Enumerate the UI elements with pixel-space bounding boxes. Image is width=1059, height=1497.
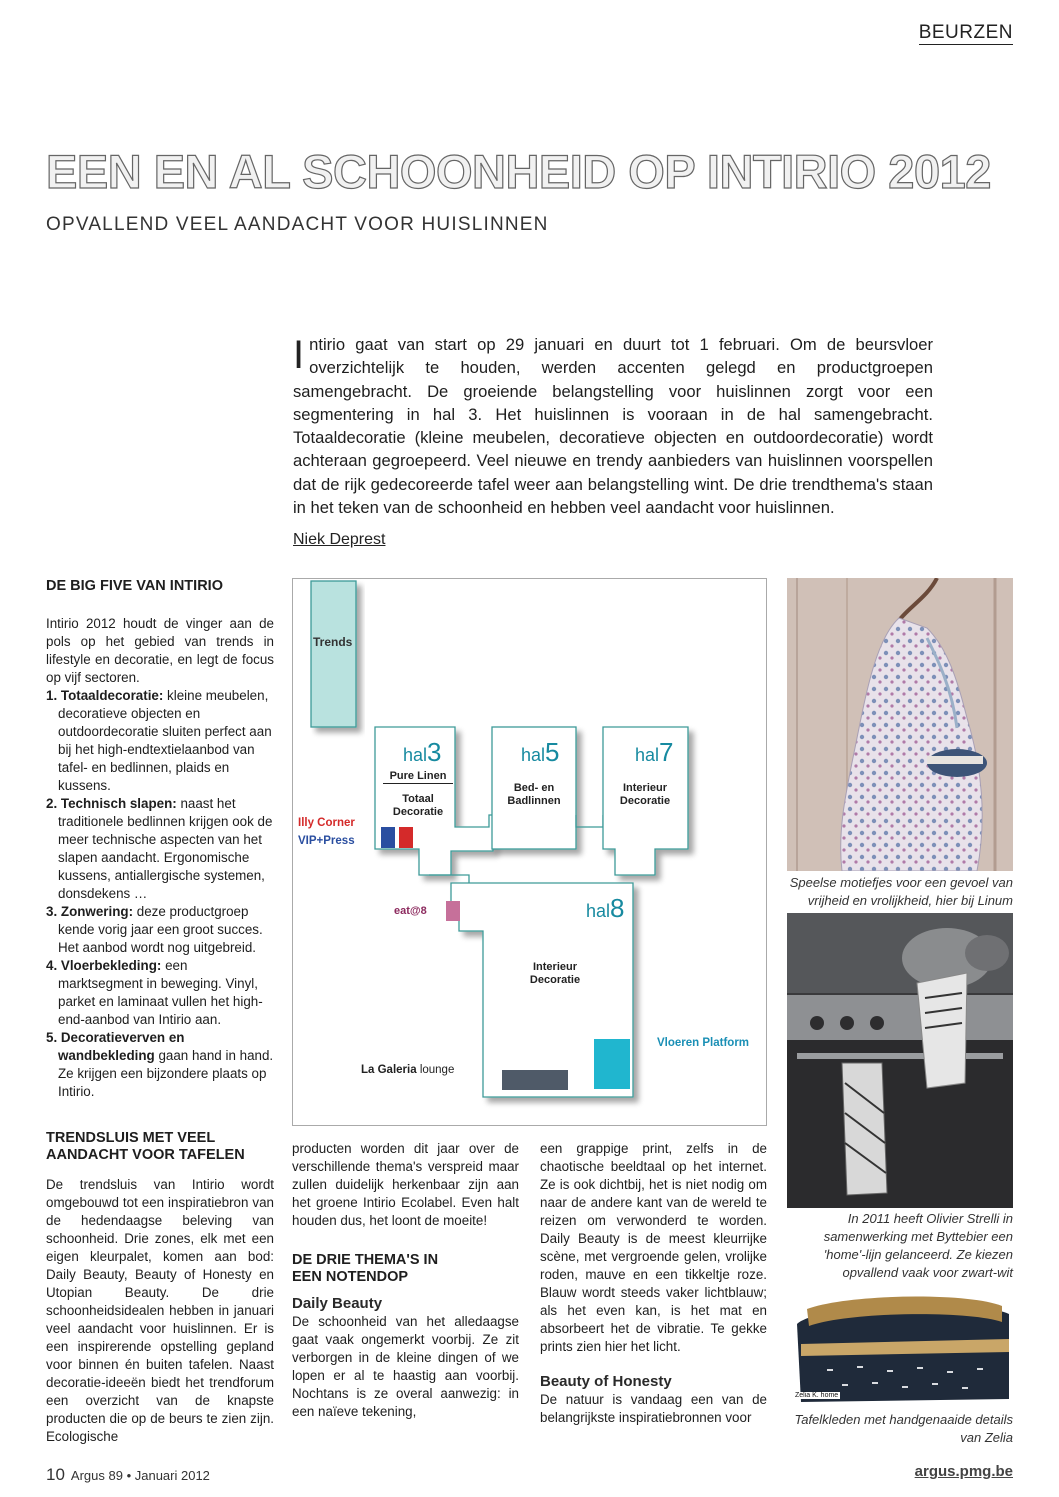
label-interieur-decoratie-hal8: Interieur Decoratie xyxy=(529,961,581,986)
label-vloeren-platform: Vloeren Platform xyxy=(657,1037,750,1049)
daily-beauty-continued: een grappige print, zelfs in de chaotische beeldtaal op het internet. Ze is ook dichtbij, het is niet nodig om naar de andere kant van de wereld te reizen om verwonderd te worden. Daily Beauty is de meest kleurrijke scène, met vergroende gelen, vrolijke roden, mauve en een tikkeltje roze. Blauw wordt steeds vaker lichtblauw; als het even kan, is het mat en absorbeert het de vibratie. Te gekke prints zien hier het licht. xyxy=(540,1141,767,1354)
la-galeria-booth xyxy=(502,1070,568,1090)
illy-corner-booth xyxy=(399,827,413,848)
intro-text: ntirio gaat van start op 29 januari en duurt tot 1 februari. Om de beursvloer overzichtelijk te houden, werden accenten gelegd en productgroepen samengebracht. De groeiende belangstelling voor huislinnen zorgt voor een segmentering in hal 3. Het huislinnen is vooraan in de hal samengebracht. Totaaldecoratie (kleine meubelen, decoratieve objecten en outdoordecoratie) wordt achteraan gegroepeerd. Veel nieuwe en trendy aanbieders van huislinnen voorspellen dat de rijk gedecoreerde tafel weer aan belangstelling wint. De drie trendthema's staan in het teken van de schoonheid en hebben veel aandacht voor huislinnen. xyxy=(293,335,933,518)
eat8-booth xyxy=(446,901,460,921)
list-item: 2. Technisch slapen: naast het traditionele bedlinnen krijgen ook de meer technische aspecten van het slapen aandacht. Ergonomische kussens, antiallergische systemen, donsdekens … xyxy=(46,796,273,901)
trendsluis-text: De trendsluis van Intirio wordt omgebouwd tot een inspiratiebron van de hedendaagse beleving van schoonheid. Drie zones, elk met een eigen kleurpalet, komen aan bod: Daily Beauty, Beauty of Honesty en Utopian Beauty. De drie schoonheidsidealen hebben in januari veel aandacht voor huislinnen. Er is een inspirerende opstelling gepland voor binnen én buiten tafelen. Naast decoratie-ideeën biedt het trendforum een overzicht van de knapste producten die op de beurs te zien zijn. Ecologische xyxy=(46,1177,274,1444)
caption-zelia: Tafelkleden met handgenaaide details van Zelia xyxy=(794,1412,1013,1445)
linum-robe-image xyxy=(787,578,1013,871)
label-trends: Trends xyxy=(313,635,353,649)
label-hal5: hal5 xyxy=(521,737,560,767)
page-number: 10 xyxy=(46,1465,65,1484)
label-interieur-decoratie-hal7: Interieur Decoratie xyxy=(619,782,671,807)
intro-paragraph xyxy=(293,333,933,519)
subheadline: OPVALLEND VEEL AANDACHT VOOR HUISLINNEN xyxy=(46,214,549,235)
footer-url: argus.pmg.be xyxy=(914,1463,1013,1480)
zelia-tablecloth-image xyxy=(787,1284,1013,1409)
trendsluis-section xyxy=(46,1130,274,1446)
author-byline: Niek Deprest xyxy=(293,531,386,548)
middle-column xyxy=(292,1140,519,1421)
daily-beauty-text: De schoonheid van het alledaagse gaat vaak ongemerkt voorbij. Ze zit verborgen in de kleine dingen of we lopen er al te haastig aan voorbij. Nochtans is ze overal aanwezig: in een naïeve tekening, xyxy=(292,1314,519,1419)
headline: EEN EN AL SCHOONHEID OP INTIRIO 2012 xyxy=(46,145,991,198)
themes-title: DE DRIE THEMA'S IN EEN NOTENDOP xyxy=(292,1252,439,1285)
sidebar-title: DE BIG FIVE VAN INTIRIO xyxy=(46,578,223,594)
vip-press-booth xyxy=(381,827,395,848)
caption-strelli: In 2011 heeft Olivier Strelli in samenwerking met Byttebier een 'home'-lijn gelanceerd. Ze kiezen opvallend vaak voor zwart-wit xyxy=(823,1211,1013,1280)
label-bed-badlinnen: Bed- en Badlinnen xyxy=(507,782,561,807)
daily-beauty-title: Daily Beauty xyxy=(292,1295,383,1312)
sector-list xyxy=(46,687,274,1101)
caption-linum: Speelse motiefjes voor een gevoel van vrijheid en vrolijkheid, hier bij Linum xyxy=(789,875,1013,908)
photo-linum xyxy=(787,578,1013,871)
issue-info: Argus 89 • Januari 2012 xyxy=(70,1468,210,1483)
trendsluis-title: TRENDSLUIS MET VEEL AANDACHT VOOR TAFELEN xyxy=(46,1130,245,1163)
list-item: 3. Zonwering: deze productgroep kende vorig jaar een groot succes. Het aanbod wordt nog uitgebreid. xyxy=(46,904,263,955)
label-pure-linen: Pure Linen xyxy=(383,770,453,784)
label-vip-press: VIP+Press xyxy=(298,835,355,847)
list-item: 5. Decoratieverven en wandbekleding gaan hand in hand. Ze krijgen een bijzondere plaats op Intirio. xyxy=(46,1030,274,1099)
right-column xyxy=(540,1140,767,1427)
label-hal3: hal3 xyxy=(403,737,442,767)
zelia-tag: Zelia K. home xyxy=(795,1392,839,1399)
honesty-title: Beauty of Honesty xyxy=(540,1373,672,1390)
label-hal8: hal8 xyxy=(586,893,625,923)
label-eat8: eat@8 xyxy=(394,905,427,917)
list-item: 4. Vloerbekleding: een marktsegment in beweging. Vinyl, parket en laminaat vullen het high-end-aanbod van Intirio aan. xyxy=(46,958,263,1027)
vloeren-platform-booth xyxy=(594,1039,630,1089)
strelli-kitchen-image xyxy=(787,913,1013,1208)
sidebar-big-five xyxy=(46,578,274,1101)
trends-area xyxy=(311,581,356,727)
sidebar-intro: Intirio 2012 houdt de vinger aan de pols op het gebied van trends in lifestyle en decoratie, en legt de focus op vijf sectoren. xyxy=(46,616,274,685)
continued-text: producten worden dit jaar over de verschillende thema's verspreid maar zullen duidelijk herkenbaar zijn aan het groene Intirio Ecolabel. Even halt houden dus, het loont de moeite! xyxy=(292,1141,519,1228)
dropcap: I xyxy=(293,333,305,377)
list-item: 1. Totaaldecoratie: kleine meubelen, decoratieve objecten en outdoordecoratie sluiten perfect aan bij het high-endtextielaanbod van tafel- en bedlinnen, plaids en kussens. xyxy=(46,688,272,793)
label-hal7: hal7 xyxy=(635,737,674,767)
floor-plan xyxy=(292,578,767,1126)
honesty-text: De natuur is vandaag een van de belangrijkste inspiratiebronnen voor xyxy=(540,1392,767,1425)
footer-left xyxy=(46,1465,210,1485)
photo-strelli xyxy=(787,913,1013,1208)
section-tag: BEURZEN xyxy=(918,22,1013,43)
label-illy-corner: Illy Corner xyxy=(298,817,355,829)
photo-zelia xyxy=(787,1284,1013,1409)
label-la-galeria: La Galeria lounge xyxy=(361,1064,455,1076)
label-totaal-decoratie: Totaal Decoratie xyxy=(392,793,444,818)
